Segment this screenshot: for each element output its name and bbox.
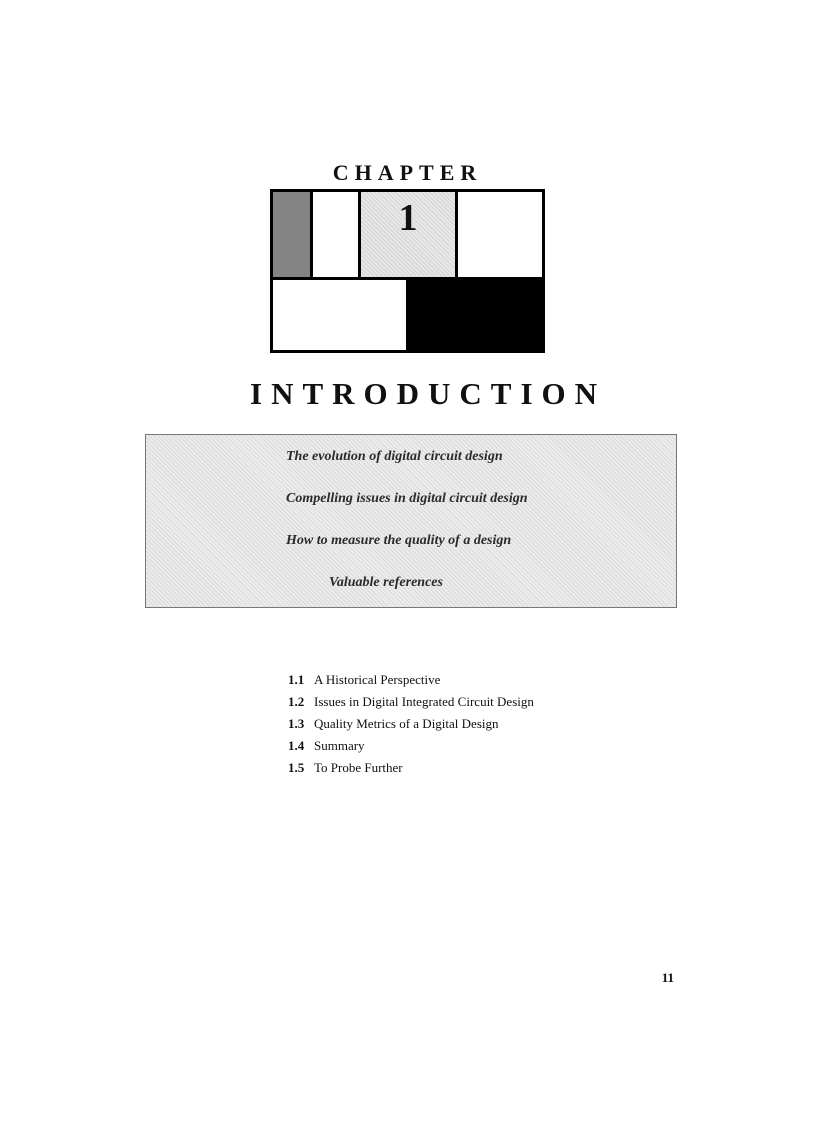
chapter-label: CHAPTER: [332, 160, 483, 185]
chapter-graphic-number-block: [361, 192, 458, 277]
section-number: 1.5: [288, 760, 305, 775]
section-entry: [288, 672, 588, 694]
chapter-topics-box: [145, 434, 677, 608]
topic-item: Valuable references: [329, 575, 443, 590]
section-title: Quality Metrics of a Digital Design: [314, 716, 499, 731]
section-number: 1.3: [288, 716, 305, 731]
section-number: 1.1: [288, 672, 305, 687]
section-entry: [288, 738, 588, 760]
chapter-title: INTRODUCTION: [250, 376, 607, 411]
chapter-number: 1: [398, 197, 418, 239]
chapter-graphic-white-block: [313, 192, 361, 277]
section-title: A Historical Perspective: [314, 672, 441, 687]
section-entry: [288, 760, 588, 782]
chapter-graphic: [270, 189, 545, 353]
page-number: 11: [661, 970, 674, 985]
topic-item: Compelling issues in digital circuit design: [286, 491, 528, 506]
section-title: Summary: [314, 738, 365, 753]
section-number: 1.2: [288, 694, 305, 709]
section-title: Issues in Digital Integrated Circuit Design: [314, 694, 534, 709]
chapter-graphic-gray-block: [273, 192, 313, 277]
section-number: 1.4: [288, 738, 305, 753]
topic-item: How to measure the quality of a design: [286, 533, 512, 548]
section-entry: [288, 716, 588, 738]
topic-item: The evolution of digital circuit design: [286, 449, 503, 464]
section-entry: [288, 694, 588, 716]
chapter-graphic-white-block: [273, 280, 409, 350]
chapter-graphic-white-block: [458, 192, 542, 277]
chapter-graphic-black-block: [409, 280, 542, 350]
section-list: [288, 672, 588, 782]
section-title: To Probe Further: [314, 760, 403, 775]
